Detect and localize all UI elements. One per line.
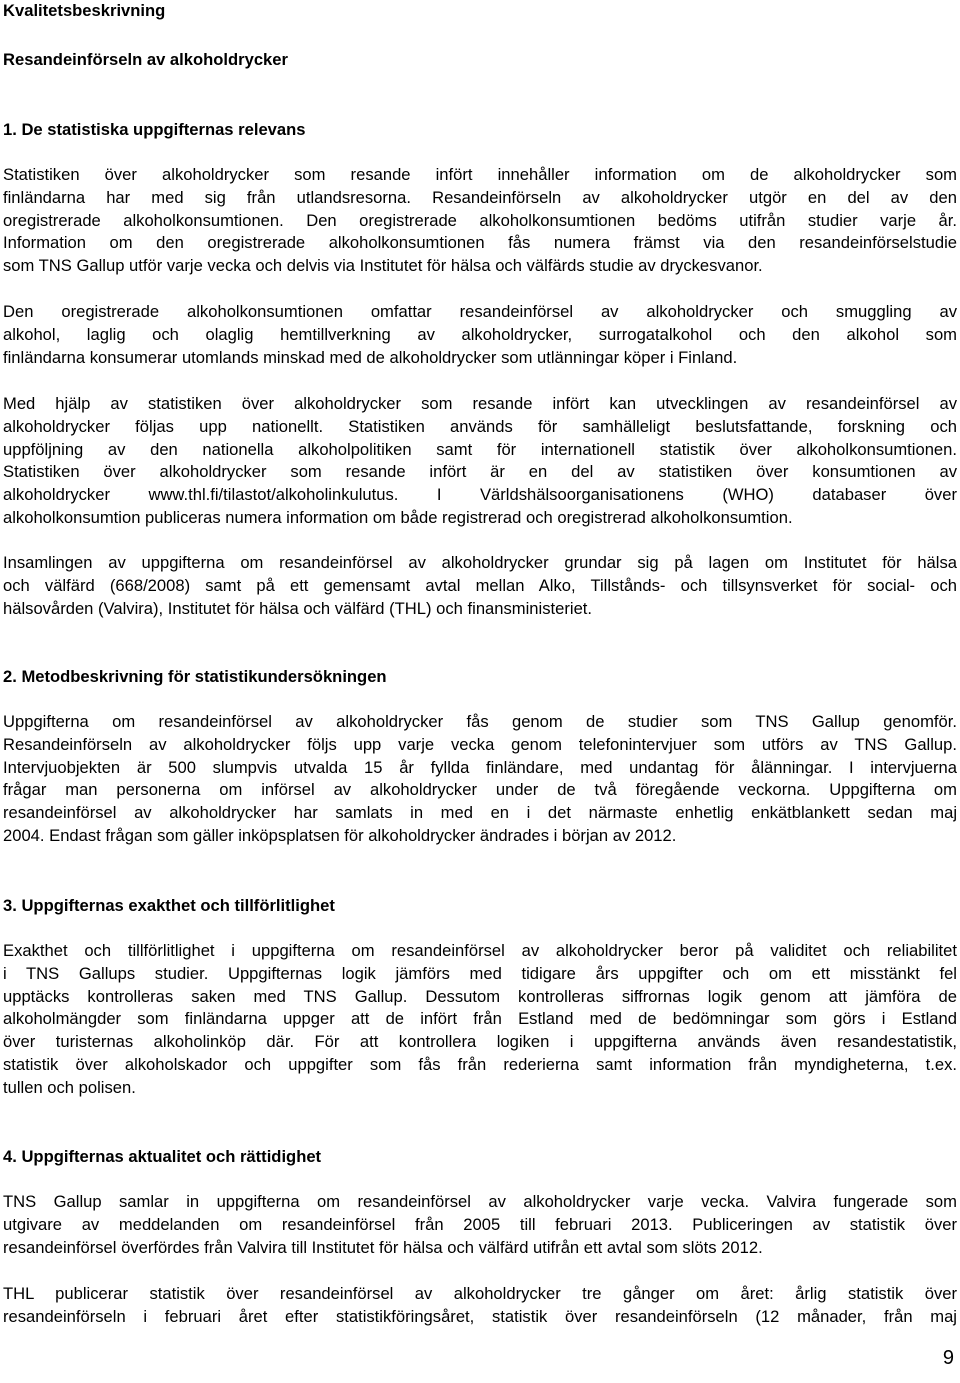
section-2-paragraph-1 bbox=[3, 711, 957, 848]
paragraph-line: TNS Gallup samlar in uppgifterna om resandeinförsel av alkoholdrycker varje vecka. Valvira fungerade som bbox=[3, 1192, 957, 1211]
paragraph-line: frågar man personerna om införsel av alkoholdrycker under de två föregående veckorna. Uppgifterna om bbox=[3, 780, 957, 800]
paragraph-line: 2004. Endast frågan som gäller inköpsplatsen för alkoholdrycker ändrades i början av 2012. bbox=[3, 825, 677, 845]
paragraph-line: Uppgifterna om resandeinförsel av alkoholdrycker fås genom de studier som TNS Gallup genomför. bbox=[3, 712, 957, 731]
paragraph-line: i TNS Gallups studier. Uppgifternas logik jämförs med tidigare års uppgifter och om ett misstänkt fel bbox=[3, 963, 957, 983]
paragraph-line: uppföljning av den nationella alkoholpolitiken samt för internationell statistik över alkoholkonsumtionen. bbox=[3, 439, 957, 459]
paragraph-line: Insamlingen av uppgifterna om resandeinförsel av alkoholdrycker grundar sig på lagen om Institutet för hälsa bbox=[3, 553, 957, 572]
section-1-paragraph-3 bbox=[3, 393, 957, 530]
paragraph-line: oregistrerade alkoholkonsumtionen. Den oregistrerade alkoholkonsumtionen bedöms utifrån studier varje år. bbox=[3, 210, 957, 230]
paragraph-line: alkoholkonsumtion publiceras numera information om både registrerad och oregistrerad alkoholkonsumtion. bbox=[3, 507, 793, 527]
section-1-paragraph-4 bbox=[3, 552, 957, 620]
section-4-paragraph-1 bbox=[3, 1191, 957, 1259]
section-4-paragraph-2 bbox=[3, 1283, 957, 1329]
section-3-heading: 3. Uppgifternas exakthet och tillförlitlighet bbox=[3, 896, 335, 915]
paragraph-line: Den oregistrerade alkoholkonsumtionen omfattar resandeinförsel av alkoholdrycker och smuggling av bbox=[3, 302, 957, 321]
paragraph-line: alkoholdrycker www.thl.fi/tilastot/alkoholinkulutus. I Världshälsoorganisationens (WHO) databaser över bbox=[3, 485, 957, 505]
page-number: 9 bbox=[942, 1347, 954, 1369]
paragraph-line: hälsovården (Valvira), Institutet för hälsa och välfärd (THL) och finansministeriet. bbox=[3, 598, 593, 618]
paragraph-line: och välfärd (668/2008) samt på ett gemensamt avtal mellan Alko, Tillstånds- och tillsynsverket för social- och bbox=[3, 575, 957, 595]
document-title: Kvalitetsbeskrivning bbox=[3, 1, 166, 20]
paragraph-line: alkohol, laglig och olaglig hemtillverkning av alkoholdrycker, surrogatalkohol och den alkohol som bbox=[3, 324, 957, 344]
paragraph-line: upptäcks kontrolleras saken med TNS Gallup. Dessutom kontrolleras siffrornas logik genom att jämföra de bbox=[3, 986, 957, 1006]
paragraph-line: Med hjälp av statistiken över alkoholdrycker som resande infört kan utvecklingen av resandeinförsel av bbox=[3, 394, 957, 413]
paragraph-line: THL publicerar statistik över resandeinförsel av alkoholdrycker tre gånger om året: årlig statistik över bbox=[3, 1284, 957, 1303]
paragraph-line: Intervjuobjekten är 500 slumpvis utvalda 15 år fyllda finländare, med undantag för ålänningar. I intervjuerna bbox=[3, 757, 957, 777]
paragraph-line: Information om den oregistrerade alkoholkonsumtionen fås numera främst via den resandeinförselstudie bbox=[3, 233, 957, 253]
paragraph-line: Exakthet och tillförlitlighet i uppgifterna om resandeinförsel av alkoholdrycker beror på validitet och reliabilitet bbox=[3, 941, 957, 960]
paragraph-line: finländarna har med sig från utlandsresorna. Resandeinförseln av alkoholdrycker utgör en del av den bbox=[3, 187, 957, 207]
paragraph-line: resandeinförsel överfördes från Valvira till Institutet för hälsa och välfärd utifrån ett avtal som slöts 2012. bbox=[3, 1237, 763, 1257]
section-2-heading: 2. Metodbeskrivning för statistikundersökningen bbox=[3, 667, 387, 686]
section-1-paragraph-2 bbox=[3, 301, 957, 369]
paragraph-line: Statistiken över alkoholdrycker som resande infört innehåller information om de alkoholdrycker som bbox=[3, 165, 957, 184]
paragraph-line: alkoholmängder som finländarna uppger att de infört från Estland med de bedömningar som görs i Estland bbox=[3, 1009, 957, 1029]
paragraph-line: tullen och polisen. bbox=[3, 1077, 136, 1097]
paragraph-line: Resandeinförseln av alkoholdrycker följs upp varje vecka genom telefonintervjuer som utförs av TNS Gallup. bbox=[3, 734, 957, 754]
paragraph-line: finländarna konsumerar utomlands minskad med de alkoholdrycker som utlänningar köper i Finland. bbox=[3, 347, 738, 367]
paragraph-line: alkoholdrycker följas upp nationellt. Statistiken används för samhälleligt beslutsfattande, forskning och bbox=[3, 416, 957, 436]
paragraph-line: statistik över alkoholskador och uppgifter som fås från rederierna samt information från myndigheterna, t.ex. bbox=[3, 1054, 957, 1074]
section-1-paragraph-1 bbox=[3, 164, 957, 278]
paragraph-line: som TNS Gallup utför varje vecka och delvis via Institutet för hälsa och välfärds studie av dryckesvanor. bbox=[3, 256, 763, 276]
paragraph-line: Statistiken över alkoholdrycker som resande infört är en del av statistiken över konsumtionen av bbox=[3, 462, 957, 482]
paragraph-line: resandeinförseln i februari året efter statistikföringsåret, statistik över resandeinförseln (12 månader, från maj bbox=[3, 1306, 957, 1326]
paragraph-line: över turisternas alkoholinköp där. För att kontrollera logiken i uppgifterna används även resandestatistik, bbox=[3, 1032, 957, 1052]
paragraph-line: utgivare av meddelanden om resandeinförsel från 2005 till februari 2013. Publiceringen av statistik över bbox=[3, 1214, 957, 1234]
document-subtitle: Resandeinförseln av alkoholdrycker bbox=[3, 50, 288, 69]
section-3-paragraph-1 bbox=[3, 940, 957, 1100]
section-1-heading: 1. De statistiska uppgifternas relevans bbox=[3, 120, 306, 139]
section-4-heading: 4. Uppgifternas aktualitet och rättidighet bbox=[3, 1147, 322, 1166]
paragraph-line: resandeinförsel av alkoholdrycker har samlats in med en i det närmaste enhetlig enkätblankett sedan maj bbox=[3, 803, 957, 823]
